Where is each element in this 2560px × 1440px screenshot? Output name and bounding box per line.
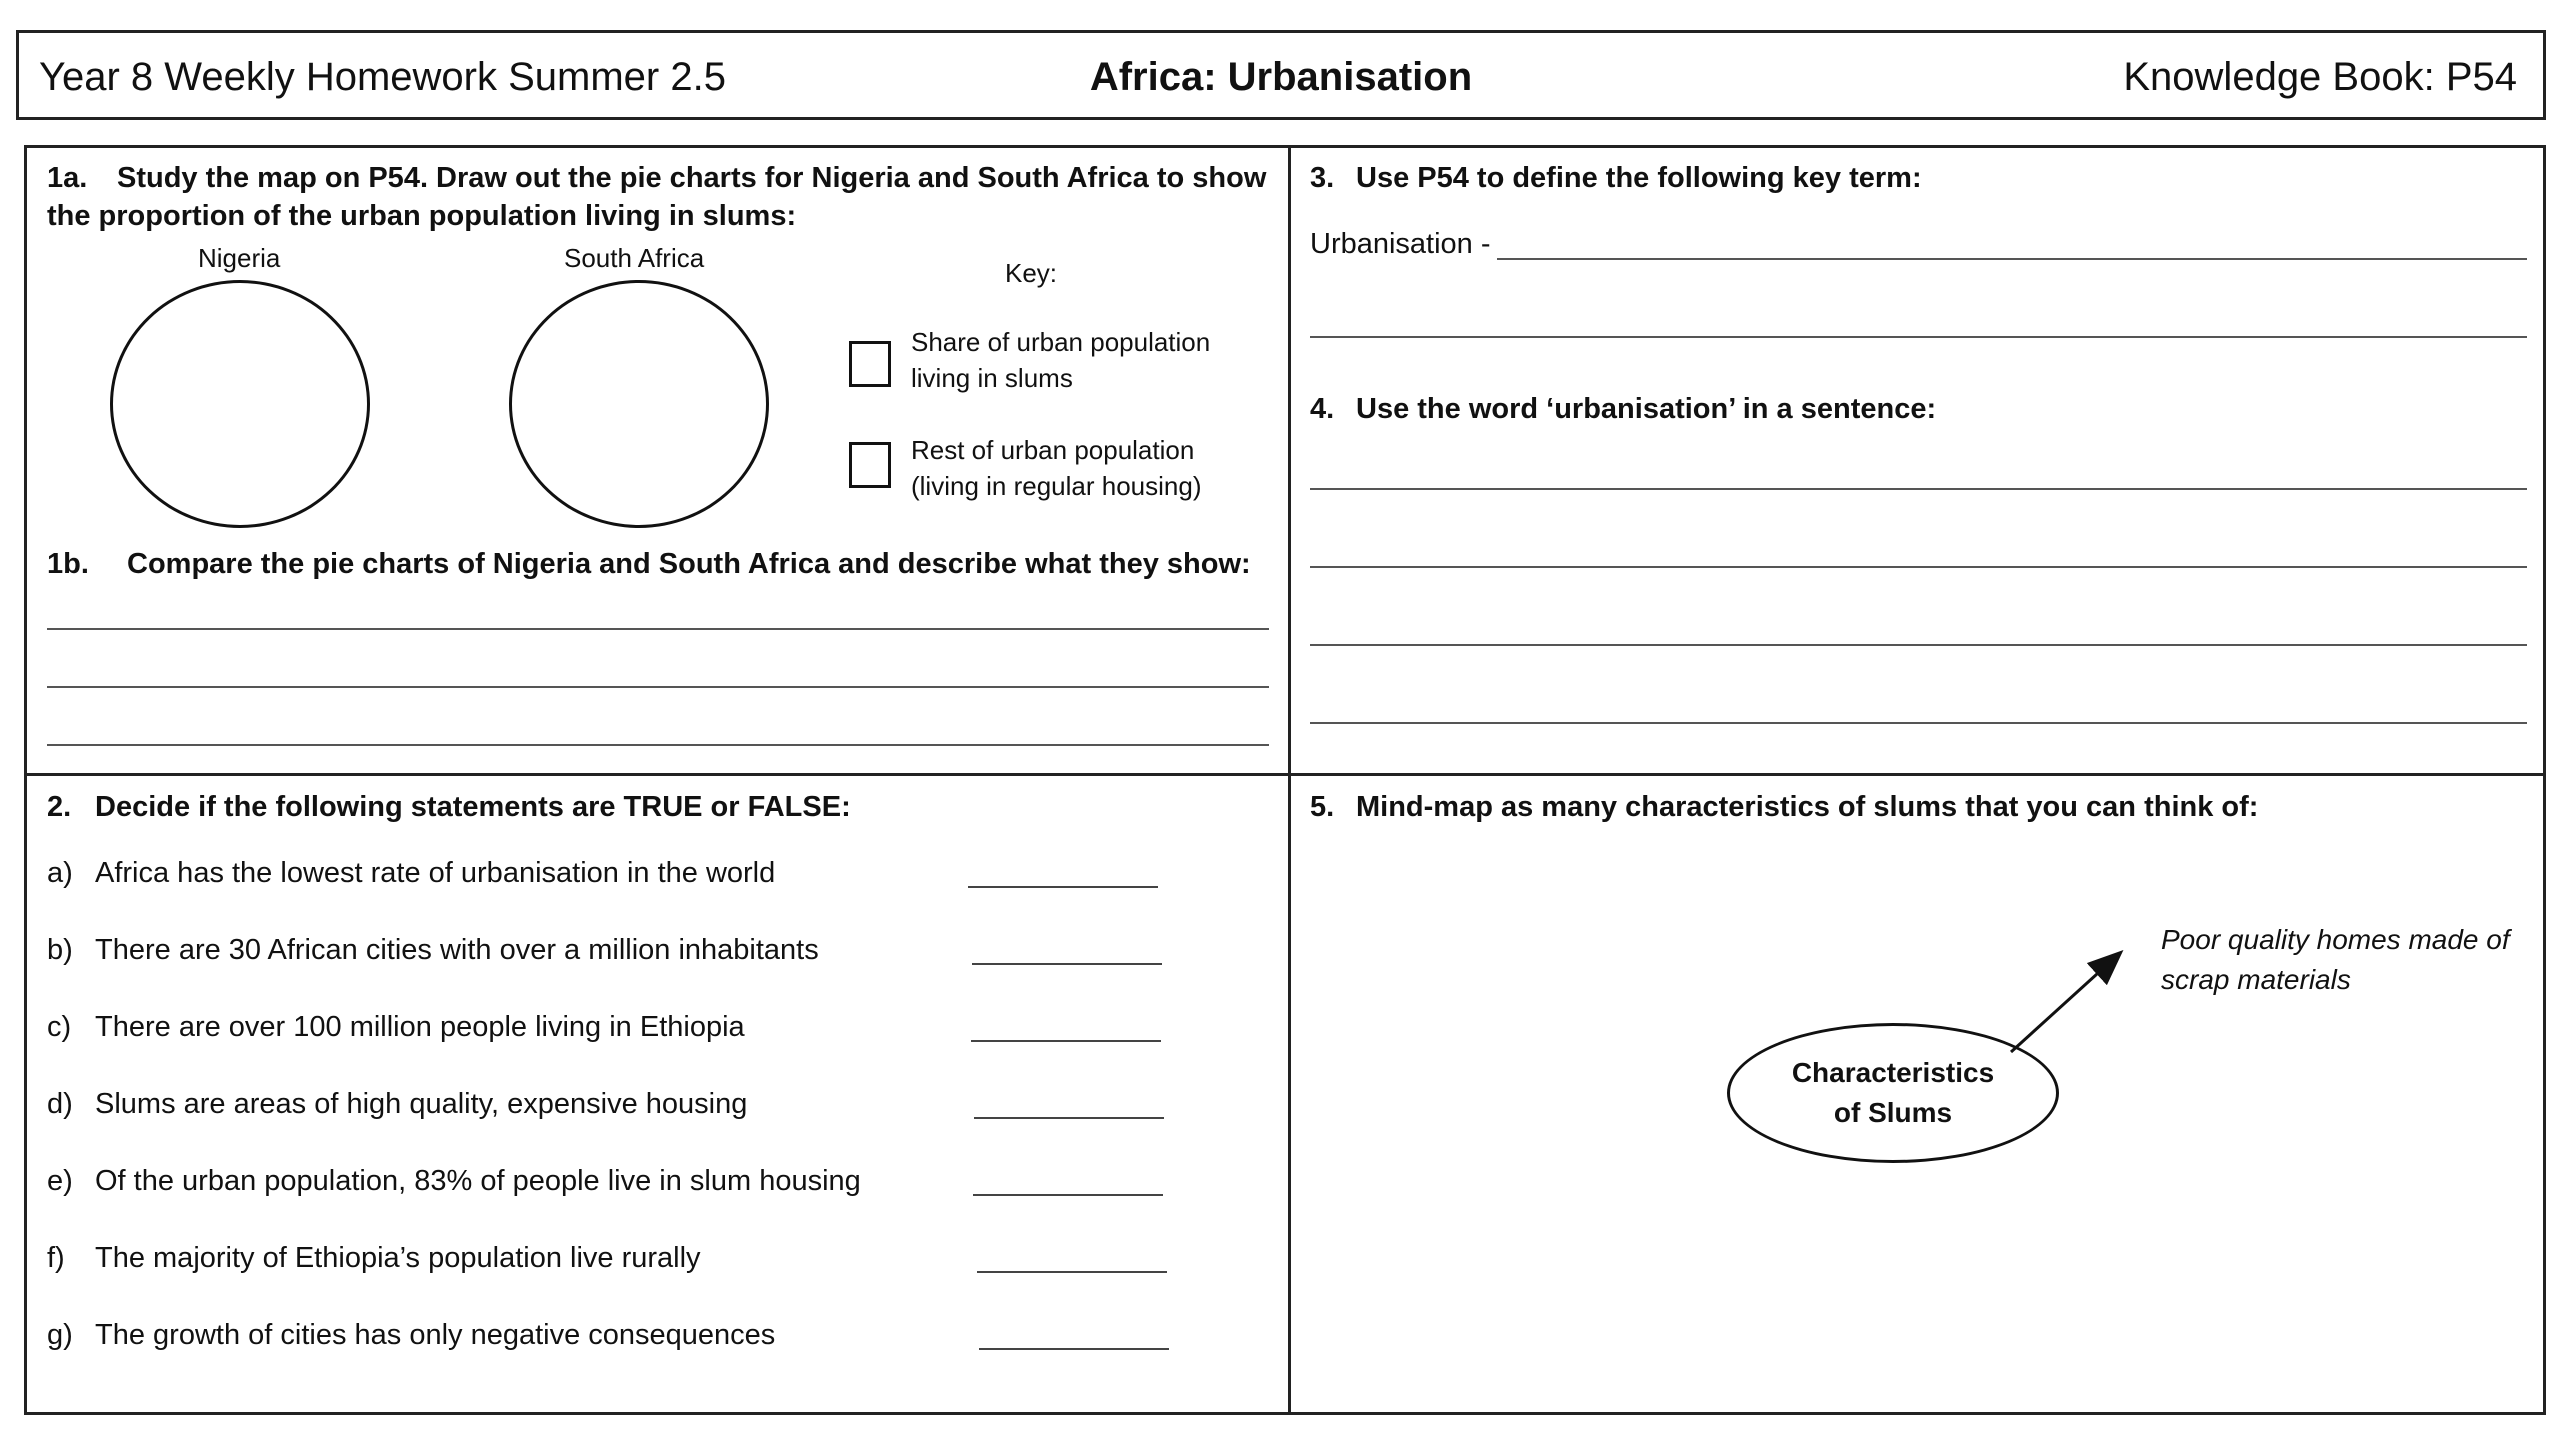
mindmap-example-note: Poor quality homes made of scrap materials [2161,924,2510,995]
q4-answer-line[interactable] [1310,488,2527,490]
q2-statement-d: d) Slums are areas of high quality, expensive housing [47,1088,748,1120]
q1a-prompt-line2: the proportion of the urban population living in slums: [47,200,797,232]
q2-answer-line-a[interactable] [968,886,1158,888]
q3-answer-line[interactable] [1497,258,2527,260]
q2-prompt: 2. Decide if the following statements are TRUE or FALSE: [47,791,851,823]
key-regular-label: Rest of urban population (living in regular housing) [911,435,1202,501]
q5-prompt: 5. Mind-map as many characteristics of slums that you can think of: [1310,791,2259,823]
q4-answer-line[interactable] [1310,644,2527,646]
q4-prompt: 4. Use the word ‘urbanisation’ in a sentence: [1310,393,1937,425]
header-course: Year 8 Weekly Homework Summer 2.5 [39,55,726,99]
grid-divider-vertical [1288,148,1291,1412]
q2-answer-line-d[interactable] [974,1117,1164,1119]
q2-answer-line-b[interactable] [972,963,1162,965]
key-slum-checkbox[interactable] [849,341,891,387]
key-regular-checkbox[interactable] [849,442,891,488]
mindmap-center-node: Characteristics of Slums [1727,1023,2059,1163]
q2-answer-line-f[interactable] [977,1271,1167,1273]
pie-label-south-africa: South Africa [564,243,705,273]
q2-answer-line-g[interactable] [979,1348,1169,1350]
q4-answer-line[interactable] [1310,566,2527,568]
q2-statement-e: e) Of the urban population, 83% of people live in slum housing [47,1165,861,1197]
pie-chart-nigeria-blank[interactable] [110,280,370,528]
q2-statement-a: a) Africa has the lowest rate of urbanisation in the world [47,857,776,889]
q3-prompt: 3. Use P54 to define the following key term: [1310,162,1922,194]
q3-answer-line[interactable] [1310,336,2527,338]
worksheet-grid [24,145,2546,1415]
pie-chart-south-africa-blank[interactable] [509,280,769,528]
q2-answer-line-e[interactable] [973,1194,1163,1196]
q2-statement-f: f) The majority of Ethiopia’s population live rurally [47,1242,701,1274]
q1a-prompt-line1: 1a. Study the map on P54. Draw out the pie charts for Nigeria and South Africa to show [47,162,1267,194]
key-slum-label: Share of urban population living in slums [911,327,1211,393]
header-reference: Knowledge Book: P54 [2123,55,2517,99]
pie-label-nigeria: Nigeria [198,243,281,273]
key-title: Key: [1005,258,1058,288]
q1b-answer-line[interactable] [47,628,1269,630]
q3-term-label: Urbanisation - [1310,228,1491,260]
header-title: Africa: Urbanisation [1089,55,1473,99]
q2-answer-line-c[interactable] [971,1040,1161,1042]
q1b-answer-line[interactable] [47,744,1269,746]
q2-statement-b: b) There are 30 African cities with over a million inhabitants [47,934,819,966]
grid-divider-horizontal [27,773,2543,776]
q4-answer-line[interactable] [1310,722,2527,724]
q1b-prompt: 1b. Compare the pie charts of Nigeria and South Africa and describe what they show: [47,548,1251,580]
q2-statement-g: g) The growth of cities has only negative consequences [47,1319,776,1351]
worksheet-header [16,30,2546,120]
q1b-answer-line[interactable] [47,686,1269,688]
q2-statement-c: c) There are over 100 million people living in Ethiopia [47,1011,745,1043]
mindmap-arrow-icon [2007,948,2187,1058]
